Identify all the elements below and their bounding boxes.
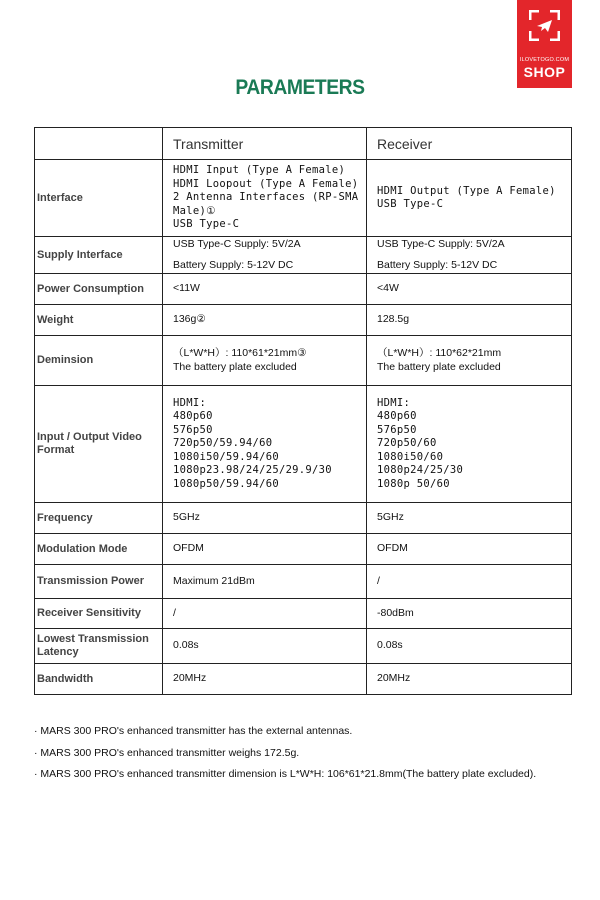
transmitter-value bbox=[163, 565, 367, 599]
receiver-value bbox=[367, 305, 572, 336]
transmitter-value bbox=[163, 160, 367, 237]
row-label: Input / Output Video Format bbox=[35, 386, 163, 503]
table-row bbox=[35, 599, 572, 629]
receiver-value bbox=[367, 237, 572, 274]
header-blank bbox=[35, 128, 163, 160]
value-line: <4W bbox=[377, 282, 399, 295]
value-line: （L*W*H）: 110*61*21mm③ bbox=[173, 347, 307, 359]
receiver-value bbox=[367, 629, 572, 664]
value-line: HDMI Output (Type A Female) bbox=[377, 184, 556, 197]
row-label: Deminsion bbox=[35, 336, 163, 386]
receiver-value bbox=[367, 664, 572, 695]
row-label: Power Consumption bbox=[35, 274, 163, 305]
value-line: Battery Supply: 5-12V DC bbox=[377, 258, 498, 271]
value-line: -80dBm bbox=[377, 606, 414, 619]
transmitter-value bbox=[163, 336, 367, 386]
logo-shop-text: SHOP bbox=[523, 64, 566, 80]
value-line: OFDM bbox=[377, 542, 408, 555]
table-header-row bbox=[35, 128, 572, 160]
transmitter-value bbox=[163, 305, 367, 336]
value-line: 480p60 bbox=[377, 410, 417, 423]
value-line: The battery plate excluded bbox=[173, 360, 297, 373]
table-row bbox=[35, 534, 572, 565]
receiver-value bbox=[367, 534, 572, 565]
value-line: 1080i50/59.94/60 bbox=[173, 450, 279, 463]
row-label: Frequency bbox=[35, 503, 163, 534]
value-line: 1080p24/25/30 bbox=[377, 464, 464, 477]
table-row bbox=[35, 336, 572, 386]
value-line: 720p50/59.94/60 bbox=[173, 437, 273, 450]
table-row bbox=[35, 237, 572, 274]
transmitter-value bbox=[163, 629, 367, 664]
table-row bbox=[35, 160, 572, 237]
footnotes bbox=[34, 724, 574, 789]
frame-plane-icon bbox=[529, 10, 560, 41]
value-line: 720p50/60 bbox=[377, 437, 437, 450]
footnote-2: · MARS 300 PRO's enhanced transmitter weighs 172.5g. bbox=[34, 746, 300, 759]
table-row bbox=[35, 565, 572, 599]
value-line: HDMI Loopout (Type A Female) bbox=[173, 177, 359, 190]
parameters-table bbox=[34, 127, 572, 695]
value-line: 5GHz bbox=[377, 511, 404, 524]
transmitter-value bbox=[163, 664, 367, 695]
value-line: USB Type-C bbox=[173, 218, 240, 231]
receiver-value bbox=[367, 274, 572, 305]
value-line: 2 Antenna Interfaces (RP-SMA Male)① bbox=[173, 191, 359, 217]
value-line: 0.08s bbox=[173, 639, 199, 652]
value-line: 20MHz bbox=[173, 672, 207, 685]
value-line: 0.08s bbox=[377, 639, 403, 652]
value-line: HDMI Input (Type A Female) bbox=[173, 164, 346, 177]
value-line: USB Type-C Supply: 5V/2A bbox=[377, 238, 505, 250]
page-title: PARAMETERS bbox=[235, 76, 365, 99]
header-transmitter: Transmitter bbox=[163, 128, 367, 160]
logo-site-text: ILOVETOGO.COM bbox=[519, 57, 570, 63]
transmitter-value bbox=[163, 237, 367, 274]
value-line: USB Type-C bbox=[377, 198, 444, 210]
value-line: <11W bbox=[173, 282, 200, 295]
value-line: / bbox=[377, 574, 380, 587]
receiver-value bbox=[367, 599, 572, 629]
footnote-3: · MARS 300 PRO's enhanced transmitter dimension is L*W*H: 106*61*21.8mm(The battery plate excluded). bbox=[34, 768, 537, 780]
value-line: / bbox=[173, 606, 176, 619]
value-line: 1080p50/59.94/60 bbox=[173, 477, 279, 490]
receiver-value bbox=[367, 386, 572, 503]
row-label: Bandwidth bbox=[35, 664, 163, 695]
table-row bbox=[35, 629, 572, 664]
row-label: Weight bbox=[35, 305, 163, 336]
transmitter-value bbox=[163, 386, 367, 503]
transmitter-value bbox=[163, 599, 367, 629]
value-line: 128.5g bbox=[377, 313, 410, 326]
value-line: 1080p23.98/24/25/29.9/30 bbox=[173, 464, 332, 477]
value-line: 480p60 bbox=[173, 410, 213, 423]
receiver-value bbox=[367, 503, 572, 534]
row-label: Receiver Sensitivity bbox=[35, 599, 163, 629]
shop-logo[interactable] bbox=[517, 0, 572, 88]
value-line: 20MHz bbox=[377, 672, 411, 685]
receiver-value bbox=[367, 336, 572, 386]
row-label: Modulation Mode bbox=[35, 534, 163, 565]
value-line: Maximum 21dBm bbox=[173, 574, 255, 587]
value-line: USB Type-C Supply: 5V/2A bbox=[173, 238, 301, 250]
table-row bbox=[35, 503, 572, 534]
transmitter-value bbox=[163, 503, 367, 534]
value-line: 576p50 bbox=[377, 423, 417, 436]
value-line: 576p50 bbox=[173, 423, 213, 436]
row-label: Transmission Power bbox=[35, 565, 163, 599]
table-row bbox=[35, 274, 572, 305]
value-line: Battery Supply: 5-12V DC bbox=[173, 258, 294, 271]
value-line: HDMI: bbox=[377, 396, 411, 409]
value-line: 136g② bbox=[173, 313, 206, 326]
value-line: HDMI: bbox=[173, 396, 207, 409]
header-receiver: Receiver bbox=[367, 128, 572, 160]
value-line: OFDM bbox=[173, 542, 204, 555]
table-row bbox=[35, 664, 572, 695]
table-row bbox=[35, 386, 572, 503]
value-line: 1080i50/60 bbox=[377, 450, 444, 463]
table-row bbox=[35, 305, 572, 336]
row-label: Interface bbox=[35, 160, 163, 237]
transmitter-value bbox=[163, 274, 367, 305]
row-label: Lowest Transmission Latency bbox=[35, 629, 163, 664]
footnote-1: · MARS 300 PRO's enhanced transmitter has the external antennas. bbox=[34, 725, 353, 737]
value-line: The battery plate excluded bbox=[377, 360, 501, 373]
row-label: Supply Interface bbox=[35, 237, 163, 274]
receiver-value bbox=[367, 565, 572, 599]
value-line: 5GHz bbox=[173, 511, 200, 524]
transmitter-value bbox=[163, 534, 367, 565]
receiver-value bbox=[367, 160, 572, 237]
value-line: （L*W*H）: 110*62*21mm bbox=[377, 347, 502, 359]
value-line: 1080p 50/60 bbox=[377, 477, 450, 490]
